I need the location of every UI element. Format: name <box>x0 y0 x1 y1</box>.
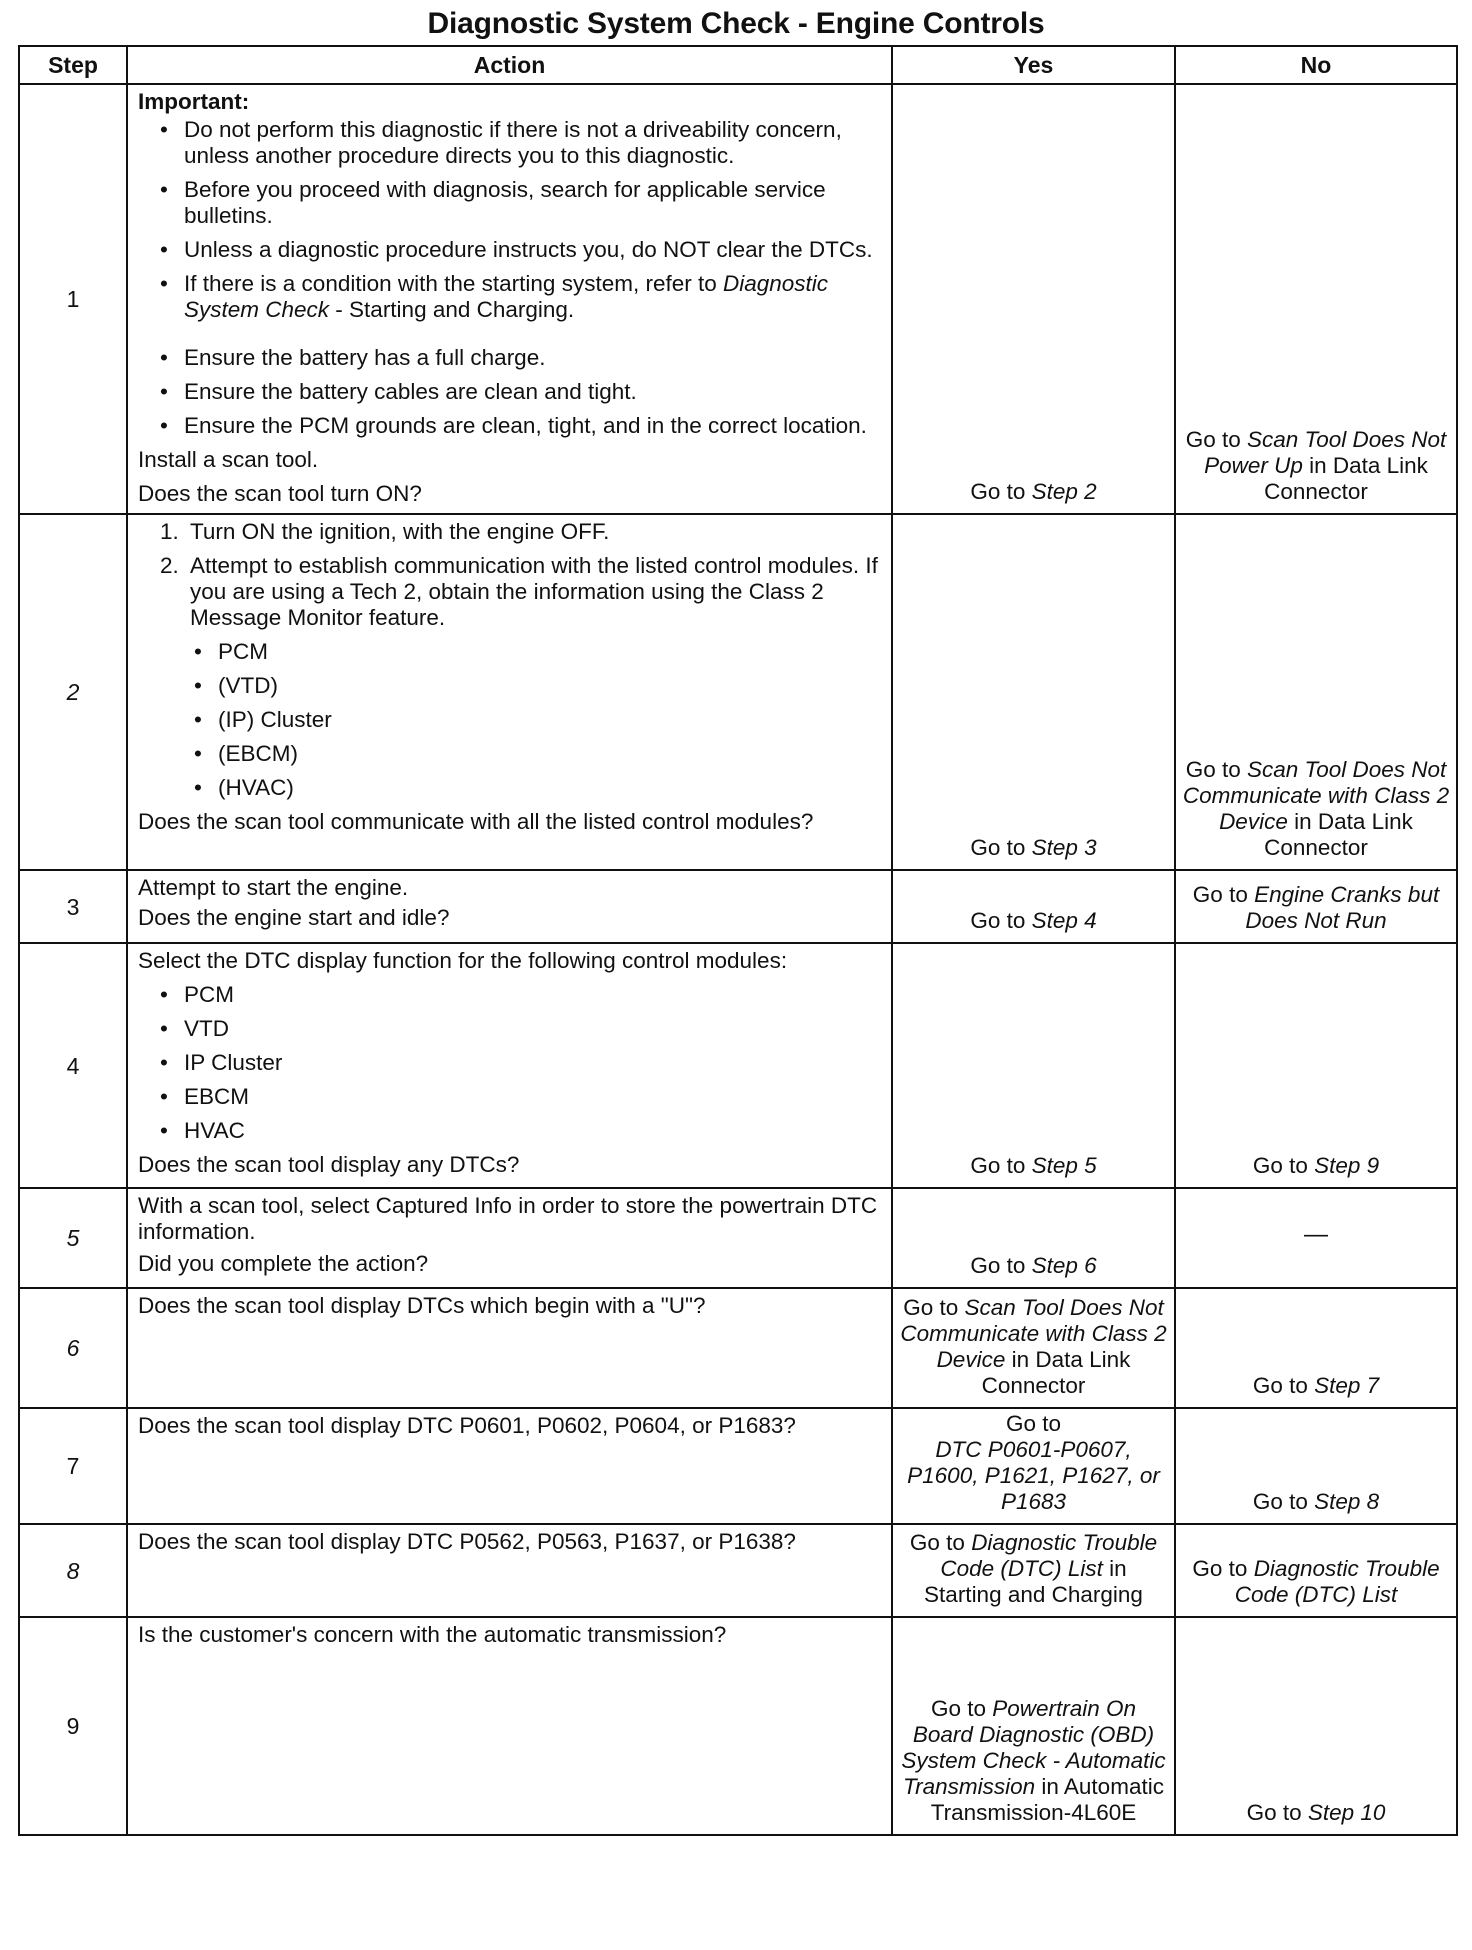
list-item: • Ensure the battery cables are clean and tight. <box>160 379 881 405</box>
question-text: Is the customer's concern with the automatic transmission? <box>138 1622 727 1647</box>
text: Turn ON the ignition, with the engine OFF. <box>190 519 610 544</box>
step-number: 2 <box>19 514 127 870</box>
text: Go to <box>1252 1489 1315 1514</box>
yes-cell <box>892 514 1175 870</box>
no-cell <box>1175 870 1457 943</box>
list-item: • (EBCM) <box>194 741 881 767</box>
reference-link[interactable]: Engine Cranks but Does Not Run <box>1245 882 1440 933</box>
text: Go to <box>930 1696 993 1721</box>
text: - Starting and Charging. <box>329 297 575 322</box>
list-number: 1. <box>160 519 179 544</box>
yes-cell <box>892 1617 1175 1835</box>
text: Attempt to establish communication with the listed control modules. If you are using a Tech 2, obtain the information using the Class 2 Message Monitor feature. <box>190 553 878 630</box>
module-list <box>190 639 881 801</box>
table-row-step-9 <box>19 1617 1457 1835</box>
question-text: Does the scan tool communicate with all the listed control modules? <box>138 809 814 834</box>
text: Go to <box>903 1295 965 1320</box>
list-item: • Ensure the battery has a full charge. <box>160 345 881 371</box>
text: Go to <box>970 1253 1032 1278</box>
step-link[interactable]: Step 10 <box>1307 1800 1386 1825</box>
action-cell <box>127 870 892 943</box>
list-item: • IP Cluster <box>160 1050 881 1076</box>
yes-cell <box>892 1408 1175 1524</box>
important-label: Important: <box>138 89 250 114</box>
no-cell <box>1175 943 1457 1188</box>
yes-cell <box>892 870 1175 943</box>
table-row-step-5 <box>19 1188 1457 1288</box>
header-step: Step <box>19 46 127 84</box>
page-title: Diagnostic System Check - Engine Controls <box>427 7 1045 40</box>
header-yes: Yes <box>892 46 1175 84</box>
instruction-text: Attempt to start the engine. <box>138 875 409 900</box>
reference-link[interactable]: Diagnostic Trouble Code (DTC) List <box>1234 1556 1440 1607</box>
action-cell <box>127 1617 892 1835</box>
list-item: • Unless a diagnostic procedure instructs you, do NOT clear the DTCs. <box>160 237 881 263</box>
step-link[interactable]: Step 6 <box>1031 1253 1097 1278</box>
step-link[interactable]: Step 9 <box>1314 1153 1380 1178</box>
list-item: • PCM <box>160 982 881 1008</box>
text: Go to <box>1252 1153 1315 1178</box>
table-row-step-4 <box>19 943 1457 1188</box>
instruction-text: Install a scan tool. <box>138 447 319 472</box>
table-row-step-8 <box>19 1524 1457 1617</box>
step-number: 5 <box>19 1188 127 1288</box>
reference-link[interactable]: Scan Tool Does Not Power Up <box>1204 427 1447 478</box>
step-number: 9 <box>19 1617 127 1835</box>
reference-link[interactable]: DTC P0601-P0607, P1600, P1621, P1627, or P1683 <box>907 1437 1160 1514</box>
no-cell <box>1175 1408 1457 1524</box>
list-item: • VTD <box>160 1016 881 1042</box>
list-item: • (HVAC) <box>194 775 881 801</box>
question-text: Does the scan tool display DTCs which begin with a "U"? <box>138 1293 706 1318</box>
reference-link[interactable]: Diagnostic System Check <box>184 271 829 322</box>
step-number: 8 <box>19 1524 127 1617</box>
yes-cell <box>892 1524 1175 1617</box>
diagnostic-table <box>18 45 1458 1836</box>
list-number: 2. <box>160 553 179 578</box>
text: Go to <box>970 835 1032 860</box>
list-item <box>160 519 881 545</box>
step-link[interactable]: Step 8 <box>1314 1489 1380 1514</box>
text: Go to <box>1005 1411 1062 1436</box>
action-cell <box>127 1188 892 1288</box>
bullet-list <box>138 345 881 439</box>
step-number: 6 <box>19 1288 127 1408</box>
action-cell <box>127 514 892 870</box>
instruction-text: Select the DTC display function for the following control modules: <box>138 948 788 973</box>
question-text: Did you complete the action? <box>138 1251 429 1276</box>
table-row-step-3 <box>19 870 1457 943</box>
text: Go to <box>970 479 1032 504</box>
no-cell: — <box>1175 1188 1457 1288</box>
step-link[interactable]: Step 7 <box>1314 1373 1380 1398</box>
text: in Data Link Connector <box>1264 453 1428 504</box>
step-link[interactable]: Step 4 <box>1031 908 1097 933</box>
bullet-list <box>138 117 881 323</box>
step-link[interactable]: Step 5 <box>1031 1153 1097 1178</box>
table-header-row <box>19 46 1457 84</box>
header-action: Action <box>127 46 892 84</box>
table-row-step-1 <box>19 84 1457 514</box>
reference-link[interactable]: Powertrain On Board Diagnostic (OBD) System Check - Automatic Transmission <box>901 1696 1166 1799</box>
no-cell <box>1175 1524 1457 1617</box>
step-number: 3 <box>19 870 127 943</box>
step-number: 7 <box>19 1408 127 1524</box>
step-number: 1 <box>19 84 127 514</box>
list-item: • Before you proceed with diagnosis, search for applicable service bulletins. <box>160 177 881 229</box>
text: Go to <box>1246 1800 1308 1825</box>
reference-link[interactable]: Scan Tool Does Not Communicate with Class 2 Device <box>900 1295 1167 1372</box>
text: Go to <box>1192 1556 1254 1581</box>
no-cell <box>1175 84 1457 514</box>
reference-link[interactable]: Scan Tool Does Not Communicate with Class 2 Device <box>1182 757 1450 834</box>
yes-cell <box>892 1188 1175 1288</box>
text: in Starting and Charging <box>924 1556 1143 1607</box>
step-link[interactable]: Step 2 <box>1031 479 1097 504</box>
yes-cell <box>892 943 1175 1188</box>
text: in Automatic Transmission-4L60E <box>930 1774 1164 1825</box>
list-item: • Do not perform this diagnostic if there is not a driveability concern, unless another procedure directs you to this diagnostic. <box>160 117 881 169</box>
action-cell <box>127 1288 892 1408</box>
text: Go to <box>970 1153 1032 1178</box>
step-number: 4 <box>19 943 127 1188</box>
text: Go to <box>1185 757 1247 782</box>
list-item: • Ensure the PCM grounds are clean, tight, and in the correct location. <box>160 413 881 439</box>
action-cell <box>127 943 892 1188</box>
list-item: • EBCM <box>160 1084 881 1110</box>
text: Go to <box>909 1530 972 1555</box>
action-cell <box>127 1408 892 1524</box>
action-cell <box>127 1524 892 1617</box>
yes-cell <box>892 1288 1175 1408</box>
no-cell <box>1175 514 1457 870</box>
question-text: Does the scan tool display DTC P0562, P0563, P1637, or P1638? <box>138 1529 796 1554</box>
yes-cell <box>892 84 1175 514</box>
instruction-text: With a scan tool, select Captured Info in order to store the powertrain DTC information. <box>138 1193 878 1244</box>
question-text: Does the scan tool display DTC P0601, P0602, P0604, or P1683? <box>138 1413 796 1438</box>
header-no: No <box>1175 46 1457 84</box>
list-item <box>160 553 881 801</box>
no-cell <box>1175 1288 1457 1408</box>
module-list <box>138 982 881 1144</box>
text: Go to <box>970 908 1032 933</box>
text: If there is a condition with the starting system, refer to <box>184 271 723 296</box>
question-text: Does the scan tool turn ON? <box>138 481 422 506</box>
text: in Data Link Connector <box>1264 809 1413 860</box>
table-row-step-7 <box>19 1408 1457 1524</box>
list-item: • (VTD) <box>194 673 881 699</box>
no-cell <box>1175 1617 1457 1835</box>
question-text: Does the scan tool display any DTCs? <box>138 1152 520 1177</box>
list-item <box>160 271 881 323</box>
table-row-step-2 <box>19 514 1457 870</box>
reference-link[interactable]: Diagnostic Trouble Code (DTC) List <box>940 1530 1158 1581</box>
numbered-list <box>138 519 881 801</box>
list-item: • (IP) Cluster <box>194 707 881 733</box>
action-cell <box>127 84 892 514</box>
question-text: Does the engine start and idle? <box>138 905 450 930</box>
table-row-step-6 <box>19 1288 1457 1408</box>
text: Go to <box>1192 882 1255 907</box>
step-link[interactable]: Step 3 <box>1031 835 1097 860</box>
text: Go to <box>1185 427 1247 452</box>
text: Go to <box>1252 1373 1315 1398</box>
text: in Data Link Connector <box>981 1347 1131 1398</box>
list-item: • HVAC <box>160 1118 881 1144</box>
list-item: • PCM <box>194 639 881 665</box>
